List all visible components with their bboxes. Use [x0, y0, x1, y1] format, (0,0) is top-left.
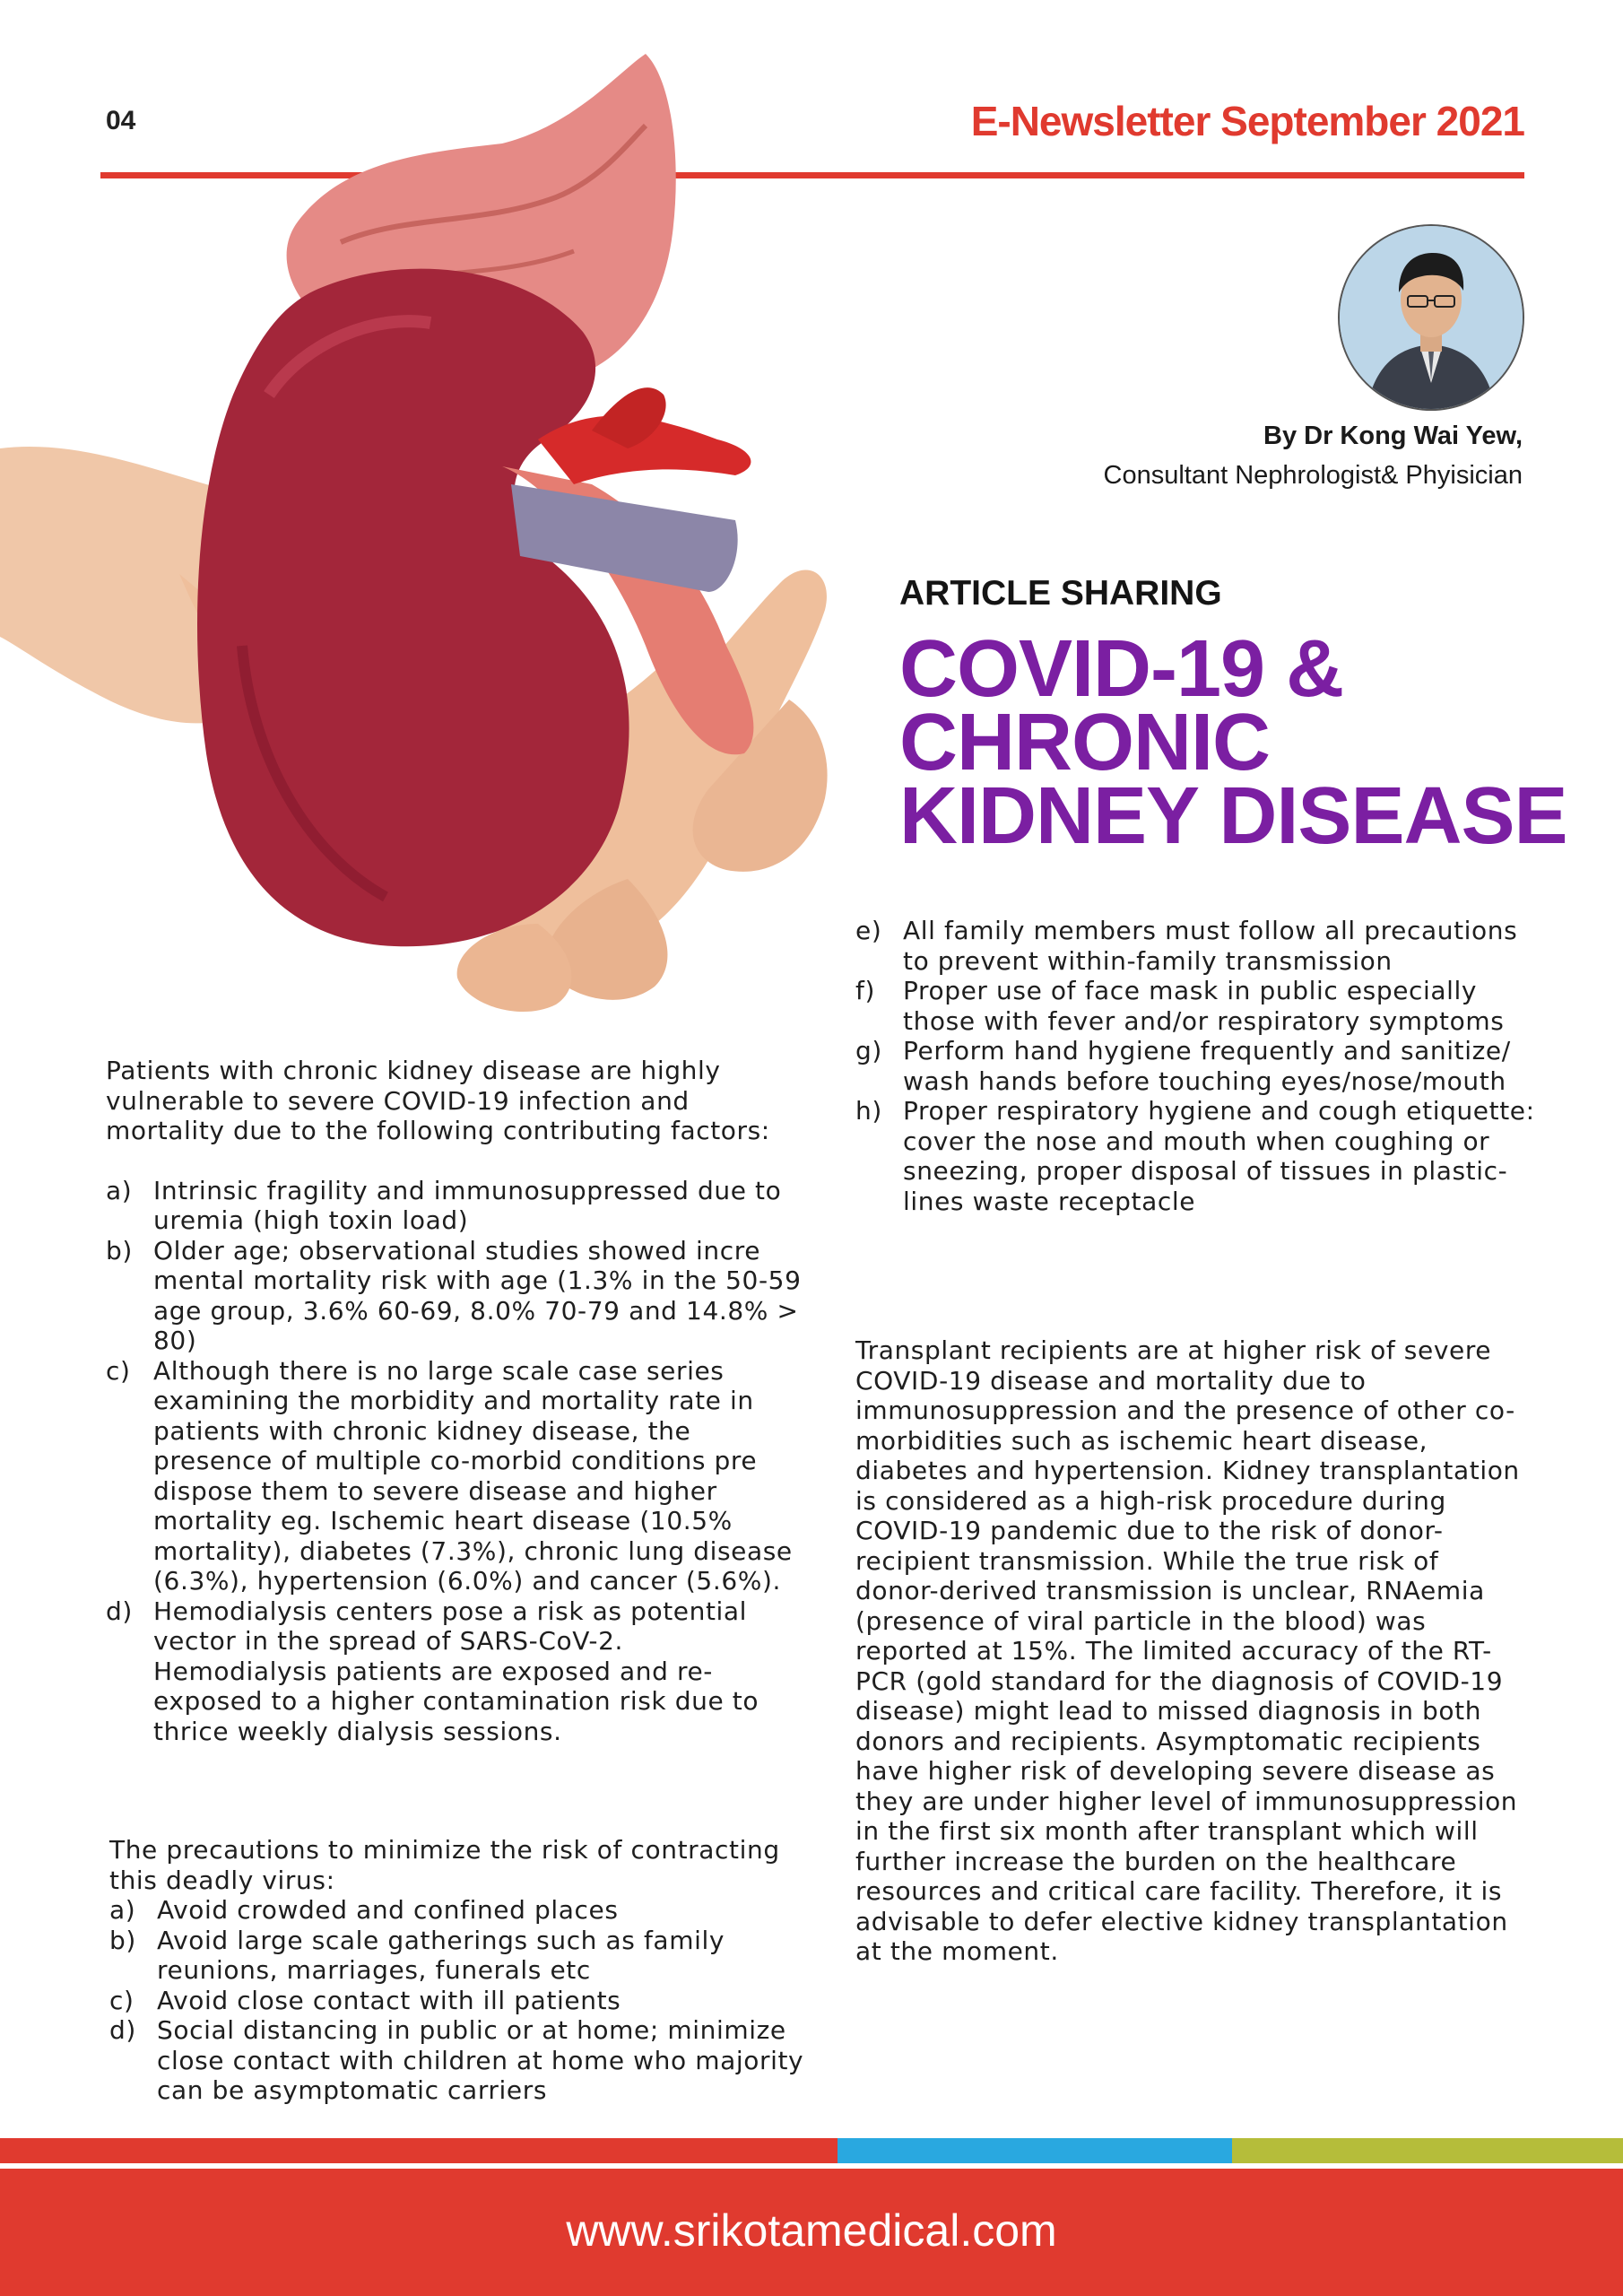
article-title — [899, 624, 1567, 861]
list-item-text: Avoid large scale gatherings such as family reunions, marriages, funerals etc — [157, 1925, 725, 1985]
newsletter-title: E-Newsletter September 2021 — [970, 98, 1524, 144]
precautions-list-continued — [855, 916, 1537, 1216]
footer-stripe-blue — [838, 2138, 1232, 2163]
list-item-text: Avoid close contact with ill patients — [157, 1985, 621, 2015]
list-item — [855, 1036, 1537, 1096]
intro-paragraph: Patients with chronic kidney disease are highly vulnerable to severe COVID-19 infection and mortality due to the following contributing factors: — [106, 1056, 770, 1145]
author-avatar — [1338, 224, 1524, 411]
list-marker: d) — [109, 2015, 136, 2045]
list-item — [106, 1236, 805, 1356]
list-item — [106, 1356, 805, 1596]
transplant-paragraph: Transplant recipients are at higher risk of severe COVID-19 disease and mortality due to immunosuppression and the presence of other co-morbidities such as ischemic heart disease, diabetes and hypertension. Kidney transplantation is considered as a high-risk procedure during COVID-19 pandemic due to the risk of donor-recipient transmission. While the true risk of donor-derived transmission is unclear, RNAemia (presence of viral particle in the blood) was reported at 15%. The limited accuracy of the RT-PCR (gold standard for the diagnosis of COVID-19 disease) might lead to missed diagnosis in both donors and recipients. Asymptomatic recipients have higher risk of developing severe disease as they are under higher level of immunosuppression in the first six month after transplant which will further increase the burden on the healthcare resources and critical care facility. Therefore, it is advisable to defer elective kidney transplantation at the moment. — [855, 1335, 1520, 1966]
list-item-text: All family members must follow all precautions to prevent within-family transmission — [903, 916, 1518, 976]
list-item-text: Proper respiratory hygiene and cough etiquette: cover the nose and mouth when coughing or sneezing, proper disposal of tissues in plastic-lines waste receptacle — [903, 1096, 1535, 1216]
section-label: ARTICLE SHARING — [899, 574, 1222, 613]
list-item — [109, 2015, 809, 2106]
list-marker: c) — [109, 1985, 135, 2015]
list-item-text: Intrinsic fragility and immunosuppressed due to uremia (high toxin load) — [153, 1175, 782, 1235]
list-item — [106, 1596, 805, 1747]
list-item — [855, 916, 1537, 976]
list-marker: a) — [106, 1175, 133, 1205]
list-item-text: Proper use of face mask in public especially those with fever and/or respiratory symptoms — [903, 976, 1505, 1036]
list-item-text: Hemodialysis centers pose a risk as potential vector in the spread of SARS-CoV-2. Hemodialysis patients are exposed and re-exposed to a higher contamination risk due to thrice weekly dialysis sessions. — [153, 1596, 759, 1746]
kidney-in-hand-illustration — [0, 18, 861, 1031]
left-column-intro — [106, 1056, 805, 1746]
precautions-intro: The precautions to minimize the risk of contracting this deadly virus: — [109, 1835, 780, 1895]
list-marker: h) — [855, 1096, 882, 1126]
article-title-line: COVID-19 & — [899, 624, 1344, 714]
author-portrait-icon — [1340, 226, 1523, 409]
transplant-paragraph-block — [855, 1335, 1528, 1967]
list-item-text: Avoid crowded and confined places — [157, 1895, 619, 1925]
website-link[interactable]: www.srikotamedical.com — [566, 2205, 1057, 2256]
list-marker: c) — [106, 1355, 131, 1386]
article-title-line: KIDNEY DISEASE — [899, 771, 1567, 861]
list-item — [855, 976, 1537, 1036]
list-marker: b) — [109, 1925, 136, 1955]
list-item — [855, 1096, 1537, 1216]
list-item — [109, 1895, 809, 1926]
list-item-text: Older age; observational studies showed incre mental mortality risk with age (1.3% in the 50-59 age group, 3.6% 60-69, 8.0% 70-79 and 14.8% > 80) — [153, 1235, 802, 1355]
author-byline: By Dr Kong Wai Yew, — [1263, 422, 1523, 450]
footer-stripe-green — [1232, 2138, 1623, 2163]
right-column-precautions — [855, 916, 1537, 1216]
list-item — [109, 1926, 809, 1986]
precautions-list — [109, 1895, 809, 2106]
list-marker: b) — [106, 1235, 133, 1265]
list-marker: d) — [106, 1596, 133, 1626]
contributing-factors-list — [106, 1176, 805, 1747]
list-marker: f) — [855, 976, 875, 1005]
list-marker: g) — [855, 1036, 882, 1065]
list-marker: e) — [855, 916, 882, 945]
article-title-line: CHRONIC — [899, 698, 1270, 787]
list-item — [106, 1176, 805, 1236]
list-marker: a) — [109, 1895, 136, 1925]
page-number: 04 — [106, 106, 136, 135]
list-item — [109, 1986, 809, 2016]
list-item-text: Although there is no large scale case series examining the morbidity and mortality rate in patients with chronic kidney disease, the presence of multiple co-morbid conditions pre dispose them to severe disease and higher mortality eg. Ischemic heart disease (10.5% mortality), diabetes (7.3%), chronic lung disease (6.3%), hypertension (6.0%) and cancer (5.6%). — [153, 1355, 793, 1596]
author-role: Consultant Nephrologist& Phyisician — [1103, 461, 1523, 490]
list-item-text: Social distancing in public or at home; minimize close contact with children at home who majority can be asymptomatic carriers — [157, 2015, 804, 2105]
list-item-text: Perform hand hygiene frequently and sanitize/ wash hands before touching eyes/nose/mouth — [903, 1036, 1511, 1096]
left-column-precautions — [109, 1835, 809, 2106]
